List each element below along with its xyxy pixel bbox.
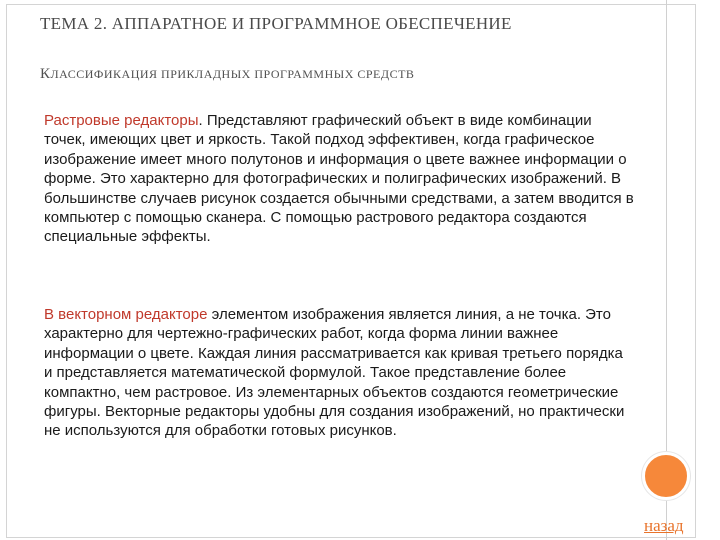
raster-text: . Представляют графический объект в виде комбинации точек, имеющих цвет и яркость. Такой подход эффективен, когда графическое изображение имеет много полутонов и информация о цвете важнее информации о форме. Это характерно для фотографических и полиграфических изображений. В большинстве случаев рисунок создается обычными средствами, а затем вводится в компьютер с помощью сканера. С помощью растрового редактора создаются специальные эффекты. xyxy=(44,112,634,246)
paragraph-raster xyxy=(44,111,634,247)
paragraph-vector xyxy=(44,305,634,441)
raster-heading: Растровые редакторы xyxy=(44,112,199,129)
decorative-circle xyxy=(642,452,690,500)
vector-heading: В векторном редакторе xyxy=(44,306,208,323)
vector-text: элементом изображения является линия, а не точка. Это характерно для чертежно-графических работ, когда форма линии важнее информации о цвете. Каждая линия рассматривается как кривая третьего порядка и представляется математической формулой. Такое представление более компактно, чем растровое. Из элементарных объектов создаются геометрические фигуры. Векторные редакторы удобны для создания изображений, но практически не используются для обработки готовых рисунков. xyxy=(44,306,625,440)
subtitle-initial: К xyxy=(40,66,51,82)
back-link[interactable]: назад xyxy=(644,516,684,535)
slide-subtitle xyxy=(40,66,414,83)
slide-frame xyxy=(6,4,696,538)
subtitle-text: ЛАССИФИКАЦИЯ ПРИКЛАДНЫХ ПРОГРАММНЫХ СРЕДСТВ xyxy=(50,67,415,81)
slide-title: ТЕМА 2. АППАРАТНОЕ И ПРОГРАММНОЕ ОБЕСПЕЧЕНИЕ xyxy=(40,14,512,33)
